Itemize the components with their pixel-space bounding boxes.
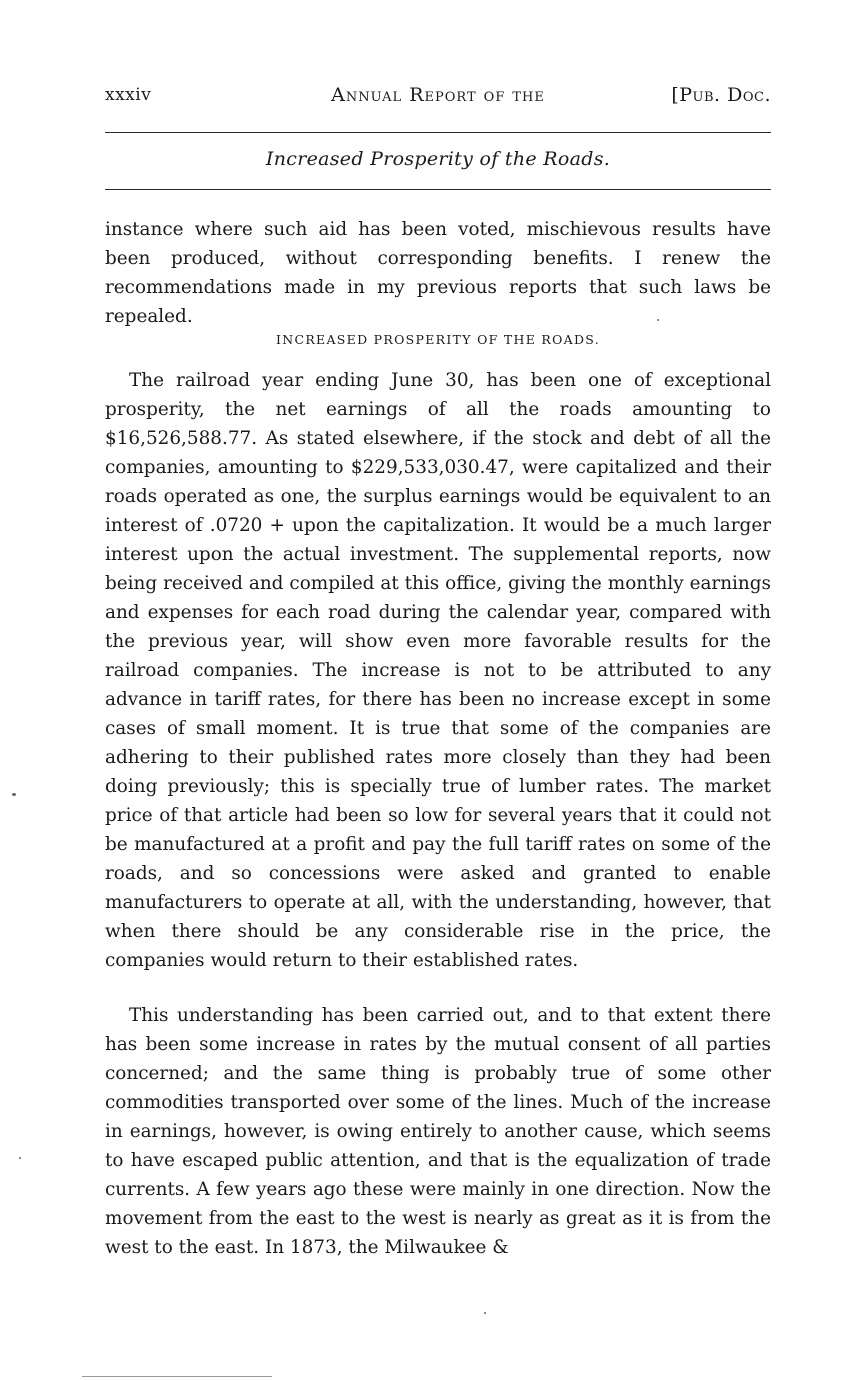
paragraph-2: The railroad year ending June 30, has been one of exceptional prosperity, the net earnings of all the roads amounting to $16,526,588.77. As stated elsewhere, if the stock and debt of all the companies, amounting to $229,533,030.47, were capitalized and their roads operated as one, the surplus earnings would be equivalent to an interest of .0720 + upon the capitalization. It would be a much larger interest upon the actual investment. The supplemental reports, now being received and compiled at this office, giving the monthly earnings and expenses for each road during the calendar year, compared with the previous year, will show even more favorable results for the railroad companies. The increase is not to be attributed to any advance in tariff rates, for there has been no increase except in some cases of small moment. It is true that some of the companies are adhering to their published rates more closely than they had been doing previously; this is specially true of lumber rates. The market price of that article had been so low for several years that it could not be manufactured at a profit and pay the full tariff rates on some of the roads, and so concessions were asked and granted to enable manufacturers to operate at all, with the understanding, however, that when there should be any considerable rise in the price, the companies would return to their established rates. (105, 370, 771, 971)
page-number: xxxiv (105, 85, 152, 105)
section-title: Increased Prosperity of the Roads. (265, 148, 611, 170)
subheading: INCREASED PROSPERITY OF THE ROADS. (276, 332, 600, 347)
header-rule-bottom (105, 189, 771, 190)
header-rule-top (105, 132, 771, 133)
scan-speck (657, 319, 659, 321)
running-right: [Pub. Doc. (671, 84, 771, 106)
paragraph-1: instance where such aid has been voted, mischievous results have been produced, without corresponding benefits. I renew the recommendations made in my previous reports that such laws be repealed. (105, 219, 771, 327)
scan-speck (12, 793, 16, 796)
scan-speck (19, 1157, 21, 1159)
running-header (105, 82, 771, 108)
running-title: Annual Report of the (331, 84, 545, 106)
scan-speck (484, 1312, 486, 1314)
scan-edge-line (82, 1376, 272, 1377)
paragraph-3: This understanding has been carried out, and to that extent there has been some increase in rates by the mutual consent of all parties concerned; and the same thing is probably true of some other commodities transported over some of the lines. Much of the increase in earnings, however, is owing entirely to another cause, which seems to have escaped public attention, and that is the equalization of trade currents. A few years ago these were mainly in one direction. Now the movement from the east to the west is nearly as great as it is from the west to the east. In 1873, the Milwaukee & (105, 1005, 771, 1258)
